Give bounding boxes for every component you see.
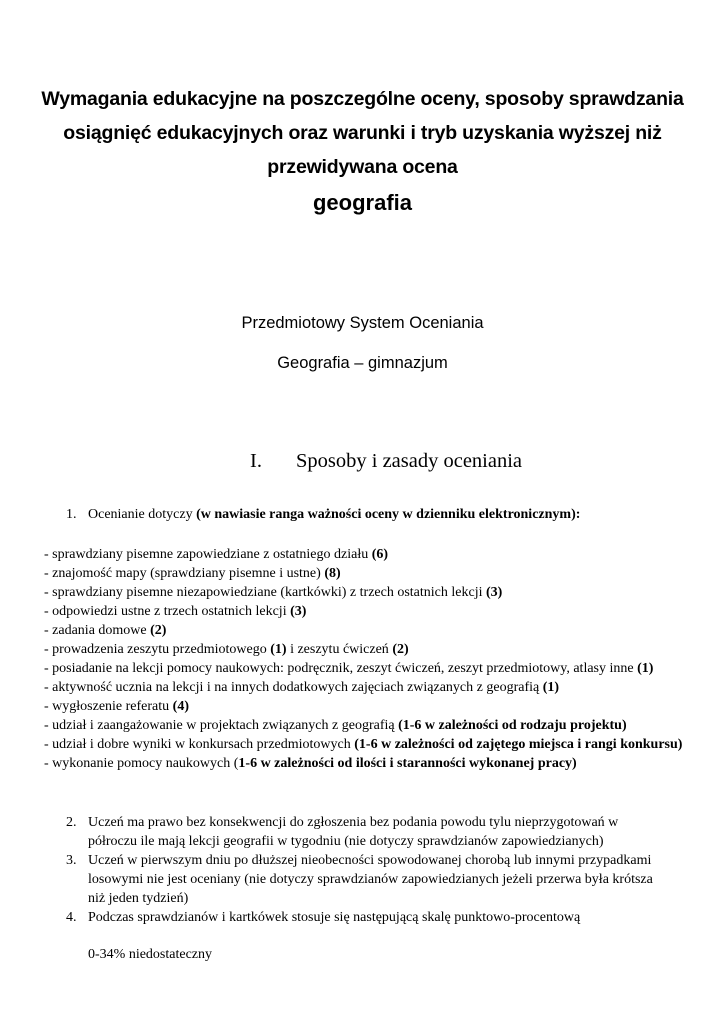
list-item-bold: (w nawiasie ranga ważności oceny w dzienniku elektronicznym): xyxy=(196,507,581,522)
bullet-item xyxy=(44,754,694,773)
title-line-2: osiągnięć edukacyjnych oraz warunki i tryb uzyskania wyższej niż xyxy=(63,122,662,144)
list-item-plain: Ocenianie dotyczy xyxy=(88,507,197,522)
bullet-weight: (3) xyxy=(485,585,503,600)
bullet-text: - wygłoszenie referatu xyxy=(44,699,173,714)
subject-heading: geografia xyxy=(312,190,413,215)
bullet-text: - aktywność ucznia na lekcji i na innych dodatkowych zajęciach związanych z geografią xyxy=(44,680,543,695)
scale-line: 0-34% niedostateczny xyxy=(88,947,213,962)
bullet-text: - odpowiedzi ustne z trzech ostatnich lekcji xyxy=(44,604,291,619)
list-item-number: 3. xyxy=(66,853,77,868)
bullet-list xyxy=(44,545,694,773)
section-number: I. xyxy=(250,450,262,472)
section-title: Sposoby i zasady oceniania xyxy=(296,450,523,472)
bullet-text: - udział i dobre wyniki w konkursach przedmiotowych xyxy=(44,737,355,752)
list-item-4 xyxy=(0,908,725,927)
system-title: Przedmiotowy System Oceniania xyxy=(241,314,484,332)
bullet-item xyxy=(44,545,694,564)
title-line-1: Wymagania edukacyjne na poszczególne oceny, sposoby sprawdzania xyxy=(41,88,684,110)
bullet-item xyxy=(44,659,694,678)
bullet-item xyxy=(44,640,694,659)
bullet-item xyxy=(44,564,694,583)
bullet-text: - wykonanie pomocy naukowych ( xyxy=(44,756,239,771)
title-line-3: przewidywana ocena xyxy=(267,156,458,178)
bullet-weight: (1) xyxy=(542,680,560,695)
bullet-text: i zeszytu ćwiczeń xyxy=(286,642,393,657)
bullet-weight: (8) xyxy=(324,566,341,581)
bullet-weight: (1) xyxy=(637,661,654,676)
bullet-item xyxy=(44,678,694,697)
list-item-text: Uczeń ma prawo bez konsekwencji do zgłoszenia bez podania powodu tylu nieprzygotowań w półroczu ile mają lekcji geografii w tygodniu (nie dotyczy sprawdzianów zapowiedzianych) xyxy=(88,815,619,849)
bullet-item xyxy=(44,602,694,621)
bullet-item xyxy=(44,621,694,640)
list-item-text: Podczas sprawdzianów i kartkówek stosuje się następującą skalę punktowo-procentową xyxy=(88,910,581,925)
bullet-text: - znajomość mapy (sprawdziany pisemne i ustne) xyxy=(44,566,325,581)
bullet-weight: (1) xyxy=(270,642,287,657)
list-item-number: 1. xyxy=(66,507,77,522)
bullet-weight: (1-6 w zależności od rodzaju projektu) xyxy=(398,718,627,733)
bullet-text: - udział i zaangażowanie w projektach związanych z geografią xyxy=(44,718,399,733)
list-item-number: 4. xyxy=(66,910,77,925)
bullet-text: - posiadanie na lekcji pomocy naukowych: podręcznik, zeszyt ćwiczeń, zeszyt przedmiotowy, atlasy inne xyxy=(44,661,638,676)
bullet-text: - sprawdziany pisemne zapowiedziane z ostatniego działu xyxy=(44,547,372,562)
bullet-weight: (6) xyxy=(371,547,389,562)
list-item-text xyxy=(88,507,580,523)
list-item-text: Uczeń w pierwszym dniu po dłuższej nieobecności spowodowanej chorobą lub innymi przypadkami losowymi nie jest oceniany (nie dotyczy sprawdzianów zapowiedzianych jeżeli przerwa była krótsza niż jeden tydzień) xyxy=(88,853,653,906)
bullet-text: - prowadzenia zeszytu przedmiotowego xyxy=(44,642,271,657)
numbered-list xyxy=(0,813,725,927)
bullet-weight: (2) xyxy=(392,642,409,657)
list-item-3 xyxy=(0,851,725,908)
bullet-weight: (4) xyxy=(172,699,189,714)
bullet-weight: 1-6 w zależności od ilości i staranności wykonanej pracy) xyxy=(238,756,577,771)
bullet-weight: (3) xyxy=(290,604,307,619)
bullet-text: - sprawdziany pisemne niezapowiedziane (kartkówki) z trzech ostatnich lekcji xyxy=(44,585,486,600)
bullet-item xyxy=(44,697,694,716)
bullet-item xyxy=(44,735,694,754)
system-subtitle: Geografia – gimnazjum xyxy=(277,354,448,372)
bullet-item xyxy=(44,716,694,735)
bullet-weight: (2) xyxy=(150,623,167,638)
list-item-2 xyxy=(0,813,725,851)
bullet-item xyxy=(44,583,694,602)
bullet-text: - zadania domowe xyxy=(44,623,151,638)
document-title xyxy=(30,82,695,184)
list-item-number: 2. xyxy=(66,815,77,830)
bullet-weight: (1-6 w zależności od zajętego miejsca i rangi konkursu) xyxy=(354,737,683,752)
